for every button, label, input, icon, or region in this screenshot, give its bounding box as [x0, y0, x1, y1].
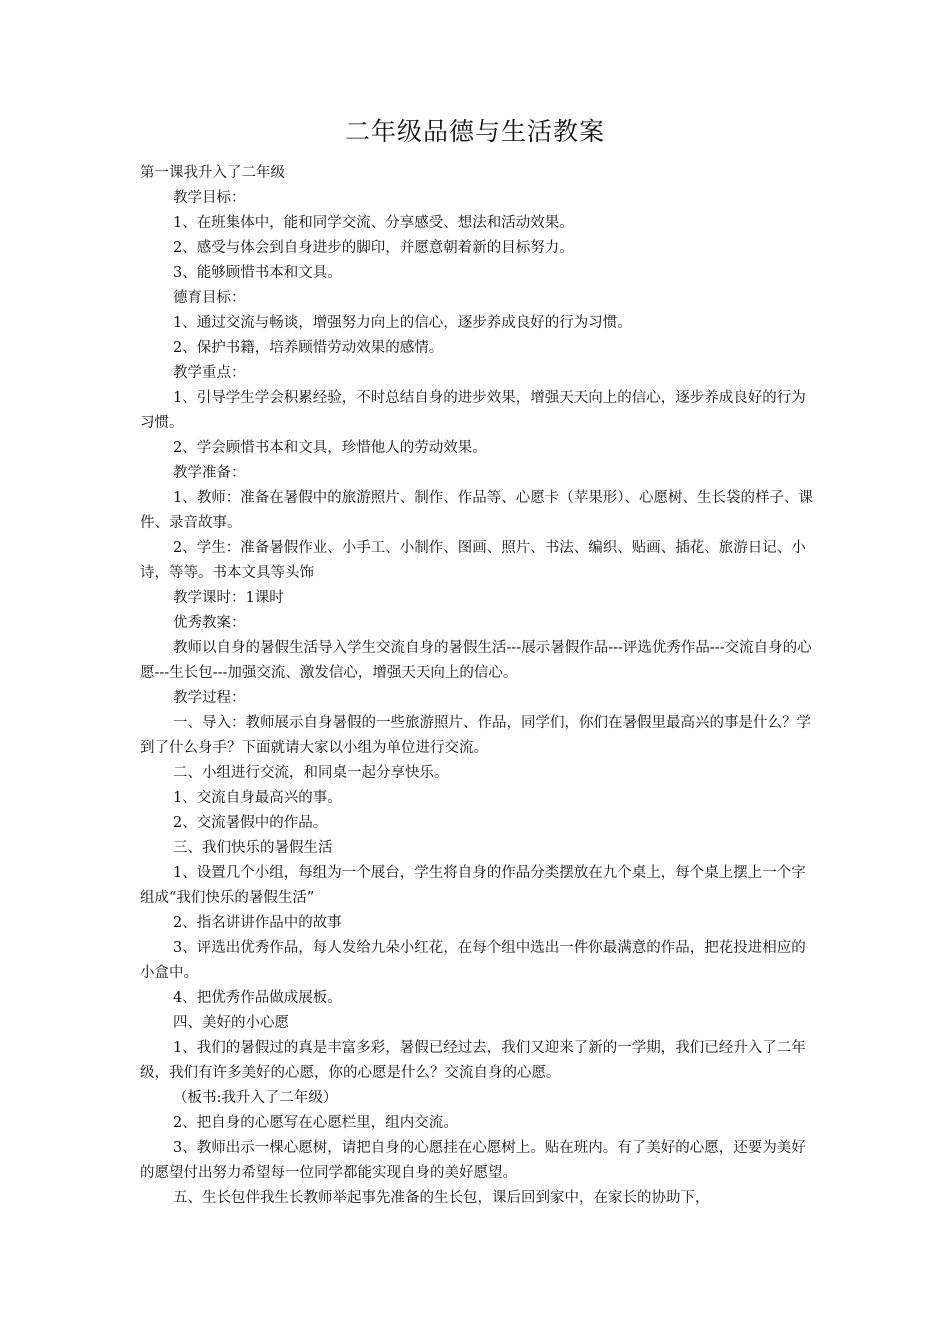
- paragraph: 2、感受与体会到自身进步的脚印，并愿意朝着新的目标努力。: [173, 240, 574, 256]
- document-body: [140, 161, 815, 1211]
- paragraph: 教学过程：: [173, 690, 246, 706]
- paragraph: 1、设置几个小组，每组为一个展台，学生将自身的作品分类摆放在九个桌上，每个桌上摆上一个字组成“我们快乐的暑假生活”: [140, 865, 806, 906]
- paragraph: 五、生长包伴我生长教师举起事先准备的生长包，课后回到家中，在家长的协助下，: [173, 1190, 710, 1206]
- paragraph: 2、保护书籍，培养顾惜劳动效果的感情。: [173, 340, 444, 356]
- paragraph: 教师以自身的暑假生活导入学生交流自身的暑假生活---展示暑假作品---评选优秀作品---交流自身的心愿---生长包---加强交流、激发信心，增强天天向上的信心。: [140, 640, 812, 681]
- paragraph: 教学准备：: [173, 465, 246, 481]
- paragraph: 1、在班集体中，能和同学交流、分享感受、想法和活动效果。: [173, 215, 574, 231]
- paragraph: 2、学生：准备暑假作业、小手工、小制作、图画、照片、书法、编织、贴画、插花、旅游日记、小诗，等等。书本文具等头饰: [140, 540, 806, 581]
- paragraph: 优秀教案：: [173, 615, 246, 631]
- paragraph: （板书:我升入了二年级）: [173, 1090, 338, 1106]
- paragraph: 1、引导学生学会积累经验，不时总结自身的进步效果，增强天天向上的信心，逐步养成良好的行为习惯。: [140, 390, 806, 431]
- paragraph: 1、通过交流与畅谈，增强努力向上的信心，逐步养成良好的行为习惯。: [173, 315, 632, 331]
- paragraph: 二、小组进行交流，和同桌一起分享快乐。: [173, 765, 449, 781]
- paragraph: 2、学会顾惜书本和文具，珍惜他人的劳动效果。: [173, 440, 487, 456]
- paragraph: 3、教师出示一棵心愿树，请把自身的心愿挂在心愿树上。贴在班内。有了美好的心愿，还要为美好的愿望付出努力希望每一位同学都能实现自身的美好愿望。: [140, 1140, 806, 1181]
- paragraph: 2、把自身的心愿写在心愿栏里，组内交流。: [173, 1115, 458, 1131]
- paragraph: 一、导入：教师展示自身暑假的一些旅游照片、作品，同学们，你们在暑假里最高兴的事是什么？学到了什么身手？下面就请大家以小组为单位进行交流。: [140, 715, 811, 756]
- paragraph: 四、美好的小心愿: [173, 1015, 289, 1031]
- paragraph: 4、把优秀作品做成展板。: [173, 990, 342, 1006]
- paragraph: 2、指名讲讲作品中的故事: [173, 915, 342, 931]
- document-title: 二年级品德与生活教案: [344, 117, 605, 146]
- paragraph: 三、我们快乐的暑假生活: [173, 840, 333, 856]
- paragraph: 1、交流自身最高兴的事。: [173, 790, 342, 806]
- paragraph: 3、能够顾惜书本和文具。: [173, 265, 342, 281]
- paragraph: 3、评选出优秀作品，每人发给九朵小红花，在每个组中选出一件你最满意的作品，把花投进相应的小盒中。: [140, 940, 806, 981]
- paragraph: 教学课时：1课时: [173, 590, 284, 606]
- lesson-heading: 第一课我升入了二年级: [140, 165, 285, 181]
- paragraph: 1、我们的暑假过的真是丰富多彩，暑假已经过去，我们又迎来了新的一学期，我们已经升入了二年级，我们有许多美好的心愿，你的心愿是什么？交流自身的心愿。: [140, 1040, 806, 1081]
- paragraph: 2、交流暑假中的作品。: [173, 815, 328, 831]
- paragraph: 1、教师：准备在暑假中的旅游照片、制作、作品等、心愿卡（苹果形）、心愿树、生长袋的样子、课件、录音故事。: [140, 490, 813, 531]
- paragraph: 教学目标：: [173, 190, 246, 206]
- paragraph: 教学重点：: [173, 365, 246, 381]
- paragraph: 德育目标：: [173, 290, 246, 306]
